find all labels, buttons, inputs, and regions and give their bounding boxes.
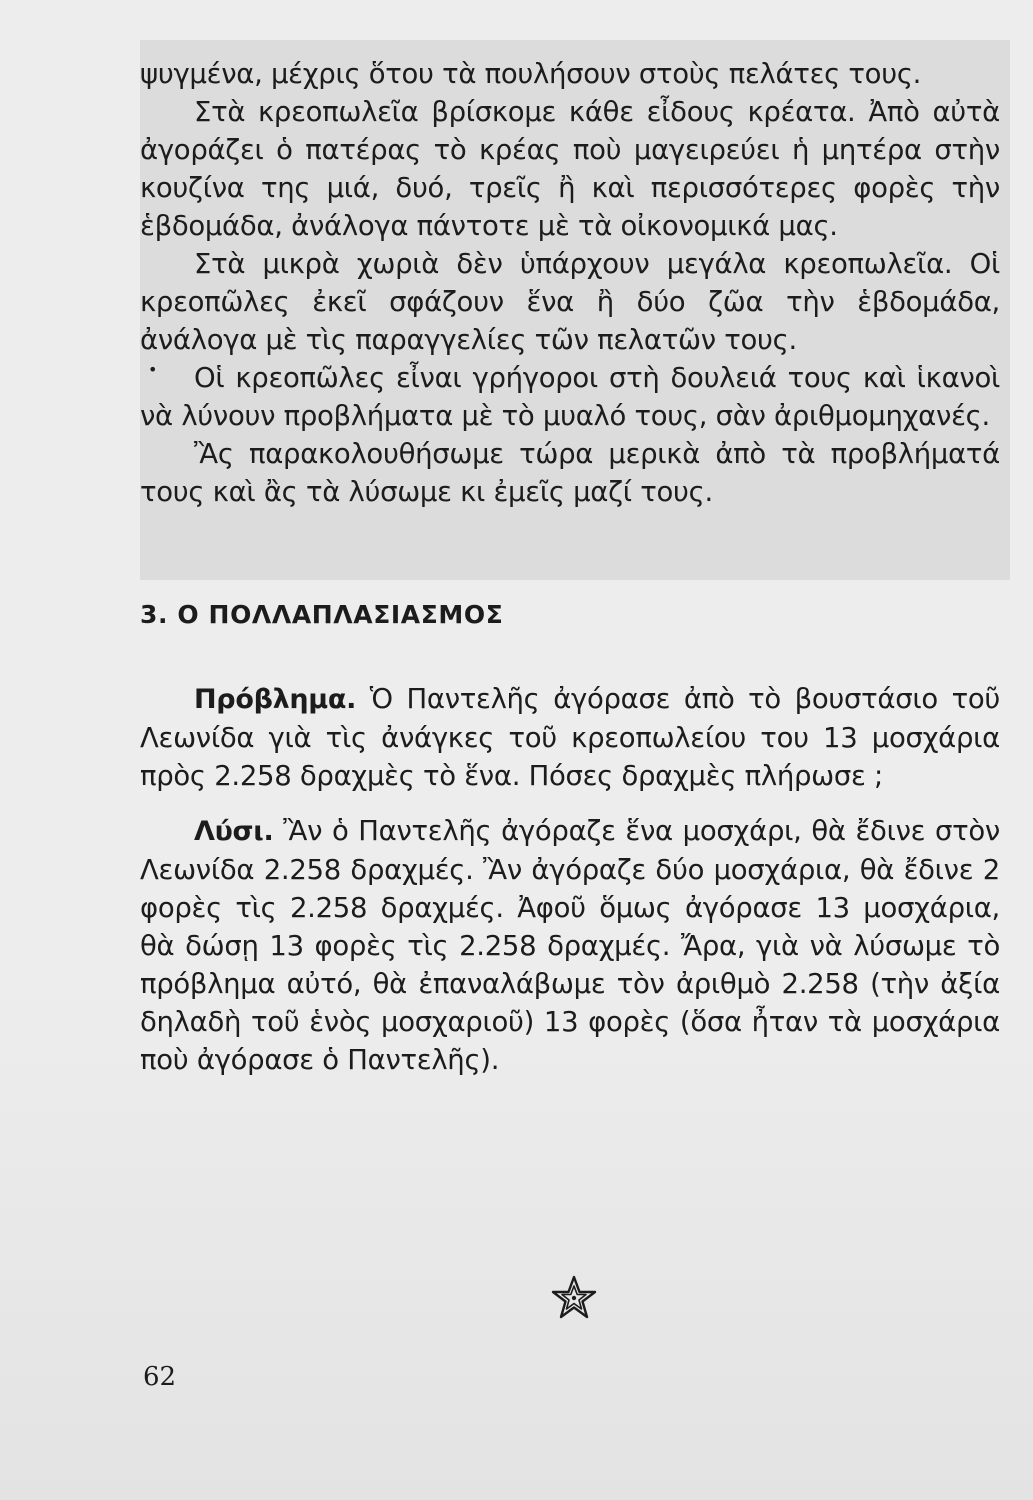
problem-label: Πρόβλημα. (194, 684, 357, 715)
problem-text: Ὁ Παντελῆς ἀγόρασε ἀπὸ τὸ βουστάσιο τοῦ Λεωνίδα γιὰ τὶς ἀνάγκες τοῦ κρεοπωλείου του 13 μοσχάρια πρὸς 2.258 δραχμὲς τὸ ἕνα. Πόσες δραχμὲς πλήρωσε ; (140, 683, 1000, 792)
intro-paragraph-4: Οἱ κρεοπῶλες εἶναι γρήγοροι στὴ δουλειά τους καὶ ἱκανοὶ νὰ λύνουν προβλήματα μὲ τὸ μυαλό τους, σὰν ἀριθμομηχανές. (140, 362, 1000, 432)
margin-mark: • (148, 360, 158, 379)
solution-block (140, 812, 1000, 1079)
intro-paragraph-5: Ἂς παρακολουθήσωμε τώρα μερικὰ ἀπὸ τὰ προβλήματά τους καὶ ἂς τὰ λύσωμε κι ἐμεῖς μαζί τους. (140, 438, 1000, 508)
intro-paragraph-2: Στὰ κρεοπωλεῖα βρίσκομε κάθε εἶδους κρέατα. Ἀπὸ αὐτὰ ἀγοράζει ὁ πατέρας τὸ κρέας ποὺ μαγειρεύει ἡ μητέρα στὴν κουζίνα της μιά, δυό, τρεῖς ἢ καὶ περισσότερες φορὲς τὴν ἑβδομάδα, ἀνάλογα πάντοτε μὲ τὰ οἰκονομικά μας. (140, 96, 1000, 242)
solution-paragraph (140, 812, 1000, 1079)
star-icon (551, 1275, 597, 1321)
section-heading: 3. Ο ΠΟΛΛΑΠΛΑΣΙΑΣΜΟΣ (140, 600, 504, 629)
problem-block (140, 680, 1000, 795)
solution-text: Ἂν ὁ Παντελῆς ἀγόραζε ἕνα μοσχάρι, θὰ ἔδινε στὸν Λεωνίδα 2.258 δραχμές. Ἂν ἀγόραζε δύο μοσχάρια, θὰ ἔδινε 2 φορὲς τὶς 2.258 δραχμές. Ἀφοῦ ὅμως ἀγόρασε 13 μοσχάρια, θὰ δώσῃ 13 φορὲς τὶς 2.258 δραχμές. Ἄρα, γιὰ νὰ λύσωμε τὸ πρόβλημα αὐτό, θὰ ἐπαναλάβωμε τὸν ἀριθμὸ 2.258 (τὴν ἀξία δηλαδὴ τοῦ ἑνὸς μοσχαριοῦ) 13 φορὲς (ὅσα ἦταν τὰ μοσχάρια ποὺ ἀγόρασε ὁ Παντελῆς). (140, 815, 1000, 1076)
intro-text (140, 55, 1000, 511)
intro-paragraph-3: Στὰ μικρὰ χωριὰ δὲν ὑπάρχουν μεγάλα κρεοπωλεῖα. Οἱ κρεοπῶλες ἐκεῖ σφάζουν ἕνα ἢ δύο ζῶα τὴν ἑβδομάδα, ἀνάλογα μὲ τὶς παραγγελίες τῶν πελατῶν τους. (140, 248, 1000, 356)
solution-label: Λύσι. (194, 816, 274, 847)
problem-paragraph (140, 680, 1000, 795)
page-number: 62 (143, 1362, 177, 1392)
intro-paragraph-1: ψυγμένα, μέχρις ὅτου τὰ πουλήσουν στοὺς πελάτες τους. (140, 58, 922, 90)
